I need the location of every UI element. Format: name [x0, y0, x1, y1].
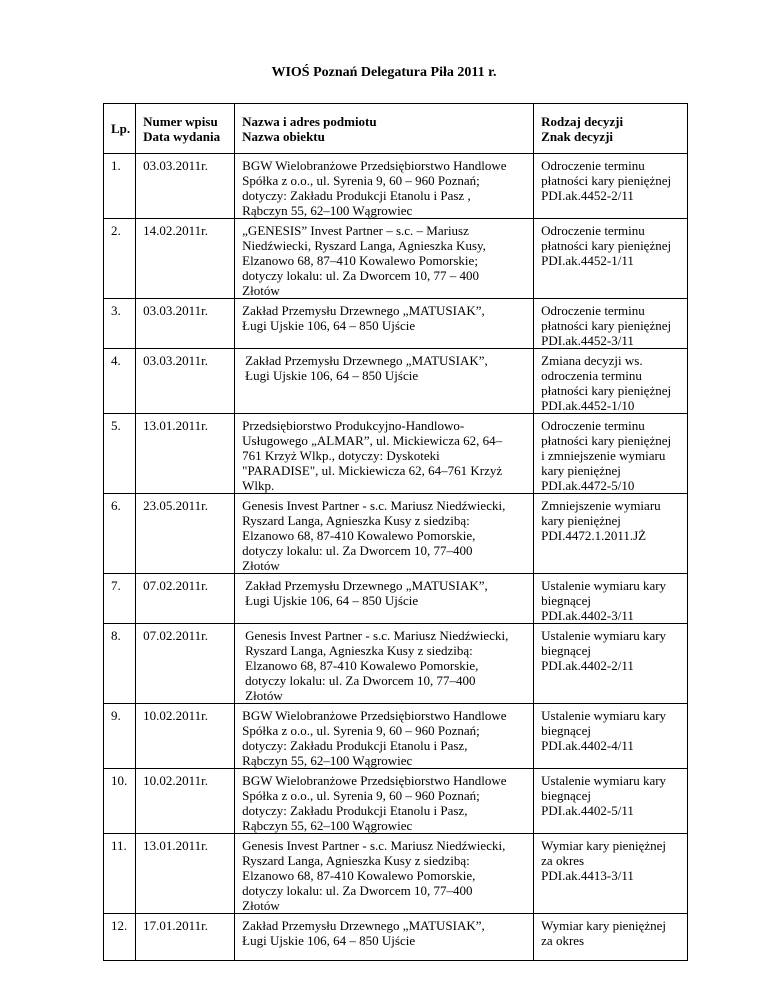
table-row	[104, 769, 688, 834]
header-nazwa: Nazwa i adres podmiotu Nazwa obiektu	[235, 104, 534, 154]
header-rodzaj: Rodzaj decyzji Znak decyzji	[534, 104, 688, 154]
table-row	[104, 834, 688, 914]
table-row	[104, 414, 688, 494]
table-row	[104, 299, 688, 349]
document-title: WIOŚ Poznań Delegatura Piła 2011 r.	[271, 65, 497, 80]
row-lp: 11.	[104, 834, 136, 914]
row-date: 17.01.2011r.	[136, 914, 235, 961]
row-entity: Przedsiębiorstwo Produkcyjno-Handlowo- Usługowego „ALMAR”, ul. Mickiewicza 62, 64– 761 Krzyż Wlkp., dotyczy: Dyskoteki "PARADISE", ul. Mickiewicza 62, 64–761 Krzyż Wlkp.	[235, 414, 534, 494]
row-decision: Zmiana decyzji ws. odroczenia terminu płatności kary pieniężnej PDI.ak.4452-1/10	[534, 349, 688, 414]
header-lp: Lp.	[104, 104, 136, 154]
decisions-table	[103, 103, 688, 961]
row-lp: 8.	[104, 624, 136, 704]
row-decision: Odroczenie terminu płatności kary pieniężnej PDI.ak.4452-1/11	[534, 219, 688, 299]
row-decision: Ustalenie wymiaru kary biegnącej PDI.ak.4402-2/11	[534, 624, 688, 704]
row-decision: Wymiar kary pieniężnej za okres	[534, 914, 688, 961]
row-decision: Odroczenie terminu płatności kary pieniężnej PDI.ak.4452-3/11	[534, 299, 688, 349]
row-date: 07.02.2011r.	[136, 624, 235, 704]
row-decision: Ustalenie wymiaru kary biegnącej PDI.ak.4402-4/11	[534, 704, 688, 769]
row-date: 03.03.2011r.	[136, 349, 235, 414]
row-entity: Genesis Invest Partner - s.c. Mariusz Niedźwiecki, Ryszard Langa, Agnieszka Kusy z siedzibą: Elzanowo 68, 87-410 Kowalewo Pomorskie, dotyczy lokalu: ul. Za Dworcem 10, 77–400 Złotów	[235, 494, 534, 574]
table-row	[104, 154, 688, 219]
row-lp: 12.	[104, 914, 136, 961]
row-date: 13.01.2011r.	[136, 414, 235, 494]
row-date: 03.03.2011r.	[136, 154, 235, 219]
table-row	[104, 624, 688, 704]
row-date: 13.01.2011r.	[136, 834, 235, 914]
row-lp: 10.	[104, 769, 136, 834]
row-decision: Zmniejszenie wymiaru kary pieniężnej PDI.4472.1.2011.JŻ	[534, 494, 688, 574]
row-date: 23.05.2011r.	[136, 494, 235, 574]
row-lp: 7.	[104, 574, 136, 624]
row-lp: 1.	[104, 154, 136, 219]
row-decision: Ustalenie wymiaru kary biegnącej PDI.ak.4402-3/11	[534, 574, 688, 624]
row-entity: Zakład Przemysłu Drzewnego „MATUSIAK”, Ługi Ujskie 106, 64 – 850 Ujście	[235, 349, 534, 414]
row-date: 10.02.2011r.	[136, 769, 235, 834]
row-entity: Zakład Przemysłu Drzewnego „MATUSIAK”, Ługi Ujskie 106, 64 – 850 Ujście	[235, 914, 534, 961]
table-header-row	[104, 104, 688, 154]
row-entity: Zakład Przemysłu Drzewnego „MATUSIAK”, Ługi Ujskie 106, 64 – 850 Ujście	[235, 299, 534, 349]
row-entity: Zakład Przemysłu Drzewnego „MATUSIAK”, Ługi Ujskie 106, 64 – 850 Ujście	[235, 574, 534, 624]
row-date: 14.02.2011r.	[136, 219, 235, 299]
row-entity: BGW Wielobranżowe Przedsiębiorstwo Handlowe Spółka z o.o., ul. Syrenia 9, 60 – 960 Poznań; dotyczy: Zakładu Produkcji Etanolu i Pasz, Rąbczyn 55, 62–100 Wągrowiec	[235, 769, 534, 834]
row-date: 07.02.2011r.	[136, 574, 235, 624]
row-lp: 5.	[104, 414, 136, 494]
table-row	[104, 494, 688, 574]
row-entity: BGW Wielobranżowe Przedsiębiorstwo Handlowe Spółka z o.o., ul. Syrenia 9, 60 – 960 Poznań; dotyczy: Zakładu Produkcji Etanolu i Pasz , Rąbczyn 55, 62–100 Wągrowiec	[235, 154, 534, 219]
table-row	[104, 914, 688, 961]
row-lp: 3.	[104, 299, 136, 349]
row-entity: Genesis Invest Partner - s.c. Mariusz Niedźwiecki, Ryszard Langa, Agnieszka Kusy z siedzibą: Elzanowo 68, 87-410 Kowalewo Pomorskie, dotyczy lokalu: ul. Za Dworcem 10, 77–400 Złotów	[235, 834, 534, 914]
row-date: 03.03.2011r.	[136, 299, 235, 349]
table-row	[104, 219, 688, 299]
row-lp: 9.	[104, 704, 136, 769]
row-lp: 6.	[104, 494, 136, 574]
row-decision: Wymiar kary pieniężnej za okres PDI.ak.4413-3/11	[534, 834, 688, 914]
row-entity: „GENESIS” Invest Partner – s.c. – Mariusz Niedźwiecki, Ryszard Langa, Agnieszka Kusy, Elzanowo 68, 87–410 Kowalewo Pomorskie; dotyczy lokalu: ul. Za Dworcem 10, 77 – 400 Złotów	[235, 219, 534, 299]
row-entity: BGW Wielobranżowe Przedsiębiorstwo Handlowe Spółka z o.o., ul. Syrenia 9, 60 – 960 Poznań; dotyczy: Zakładu Produkcji Etanolu i Pasz, Rąbczyn 55, 62–100 Wągrowiec	[235, 704, 534, 769]
row-decision: Odroczenie terminu płatności kary pieniężnej PDI.ak.4452-2/11	[534, 154, 688, 219]
row-date: 10.02.2011r.	[136, 704, 235, 769]
table-row	[104, 349, 688, 414]
row-decision: Odroczenie terminu płatności kary pieniężnej i zmniejszenie wymiaru kary pieniężnej PDI.ak.4472-5/10	[534, 414, 688, 494]
table-row	[104, 574, 688, 624]
row-lp: 2.	[104, 219, 136, 299]
row-decision: Ustalenie wymiaru kary biegnącej PDI.ak.4402-5/11	[534, 769, 688, 834]
table-row	[104, 704, 688, 769]
header-numer: Numer wpisu Data wydania	[136, 104, 235, 154]
row-entity: Genesis Invest Partner - s.c. Mariusz Niedźwiecki, Ryszard Langa, Agnieszka Kusy z siedzibą: Elzanowo 68, 87-410 Kowalewo Pomorskie, dotyczy lokalu: ul. Za Dworcem 10, 77–400 Złotów	[235, 624, 534, 704]
row-lp: 4.	[104, 349, 136, 414]
